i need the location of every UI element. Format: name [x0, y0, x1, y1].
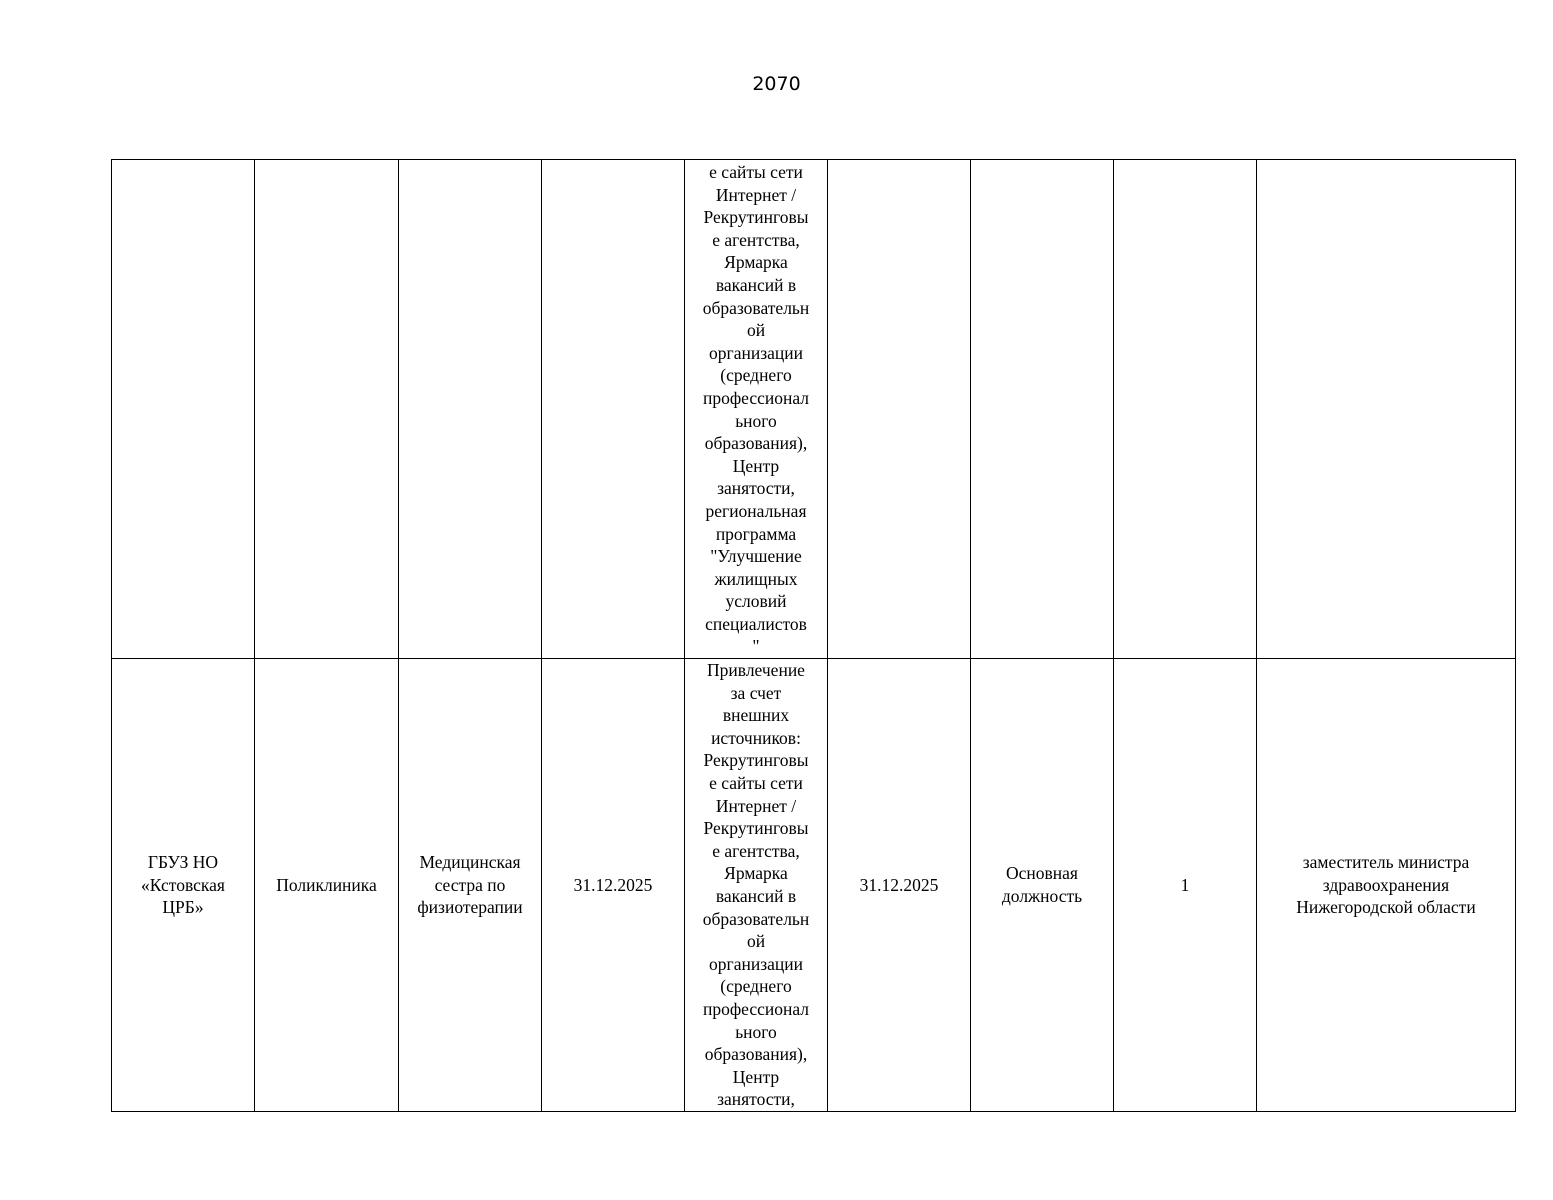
method-text-line: вакансий в	[715, 886, 797, 906]
cell-organization: ГБУЗ НО «Кстовская ЦРБ»	[112, 659, 255, 1112]
method-text-line: внешних	[722, 705, 790, 726]
cell-date-start	[542, 160, 685, 659]
method-text-line: Рекрутинговы	[703, 818, 809, 839]
method-text-line: "	[752, 636, 760, 657]
method-text-line: Центр	[732, 1066, 780, 1087]
method-text-line: образовательн	[702, 297, 810, 318]
method-text-line: (среднего	[720, 976, 792, 997]
method-text-line: Рекрутинговы	[703, 207, 809, 228]
method-text-line: Интернет /	[715, 795, 797, 816]
cell-responsible	[1257, 160, 1516, 659]
method-text-line: Интернет /	[715, 184, 797, 205]
cell-date-end	[828, 160, 971, 659]
method-text-line: ьного	[735, 1021, 777, 1042]
method-text-line: программа	[715, 523, 797, 544]
cell-date-start: 31.12.2025	[542, 659, 685, 1112]
method-text-line: источников:	[711, 727, 801, 748]
method-text-line: Привлечение	[707, 660, 805, 681]
vacancy-table	[111, 159, 1516, 1112]
method-text-line: образовательн	[702, 908, 810, 929]
cell-department	[255, 160, 399, 659]
cell-responsible: заместитель министра здравоохранения Нижегородской области	[1257, 659, 1516, 1112]
method-text-line: региональная	[705, 500, 807, 521]
page-number: 2070	[752, 73, 801, 95]
method-text-line: жилищных	[714, 568, 798, 589]
cell-quantity: 1	[1114, 659, 1257, 1112]
method-text-line: за счет	[730, 682, 782, 703]
method-text-line: ой	[746, 931, 766, 952]
method-text-line: Центр	[732, 455, 780, 476]
method-text-line: е агентства,	[712, 229, 800, 250]
method-text-line: занятости,	[717, 1089, 795, 1110]
method-text-line: Ярмарка	[724, 863, 788, 884]
method-text-line: е агентства,	[712, 840, 800, 861]
cell-department: Поликлиника	[255, 659, 399, 1112]
method-text-line: образования),	[704, 433, 808, 454]
method-text-line: образования),	[704, 1044, 808, 1065]
cell-organization	[112, 160, 255, 659]
method-text-line: е сайты сети	[709, 773, 803, 794]
method-text-line: ьного	[735, 410, 777, 431]
cell-recruitment-method	[685, 659, 828, 1112]
method-text-line: занятости,	[717, 478, 795, 499]
method-text-line: Рекрутинговы	[703, 750, 809, 771]
cell-employment-type: Основная должность	[971, 659, 1114, 1112]
table-row	[112, 160, 1516, 659]
cell-position: Медицинская сестра по физиотерапии	[399, 659, 542, 1112]
cell-position	[399, 160, 542, 659]
cell-recruitment-method	[685, 160, 828, 659]
method-text-line: (среднего	[720, 365, 792, 386]
method-text-line: ой	[746, 320, 766, 341]
method-text-line: Ярмарка	[724, 252, 788, 273]
method-text-line: специалистов	[705, 613, 807, 634]
method-text-line: организации	[709, 953, 803, 974]
method-text-line: вакансий в	[715, 274, 797, 295]
method-text-line: организации	[709, 342, 803, 363]
method-text-line: "Улучшение	[710, 546, 802, 567]
method-text-line: условий	[725, 591, 787, 612]
method-text-line: профессионал	[702, 387, 810, 408]
method-text-line: е сайты сети	[709, 162, 803, 182]
cell-quantity	[1114, 160, 1257, 659]
table-row	[112, 659, 1516, 1112]
cell-date-end: 31.12.2025	[828, 659, 971, 1112]
method-text-line: профессионал	[702, 998, 810, 1019]
cell-employment-type	[971, 160, 1114, 659]
